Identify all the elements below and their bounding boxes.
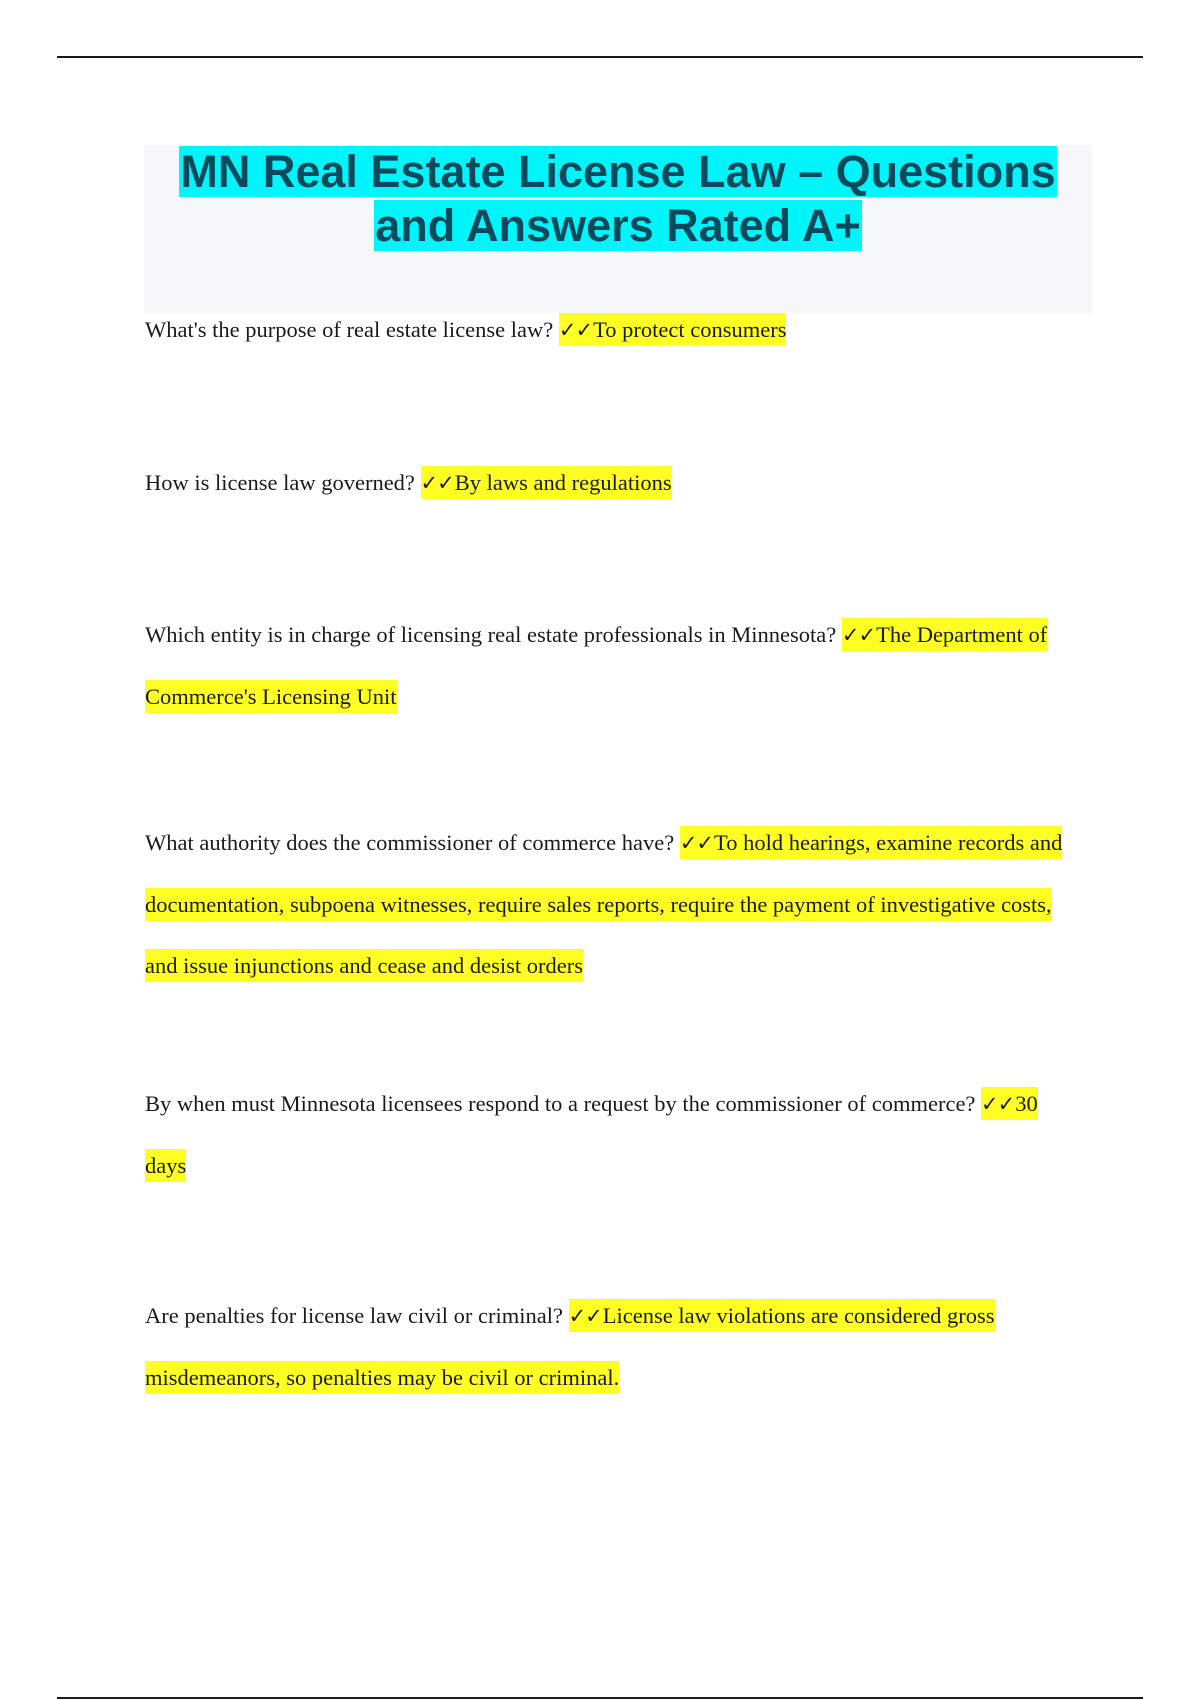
check-mark-icon: ✓✓ [679, 831, 714, 855]
qa-item-6 [145, 1285, 1080, 1408]
question-text: Which entity is in charge of licensing real estate professionals in Minnesota? [145, 622, 837, 647]
check-mark-icon: ✓✓ [568, 1304, 602, 1328]
check-mark-icon: ✓✓ [841, 623, 876, 647]
check-mark-icon: ✓✓ [981, 1092, 1015, 1116]
qa-item-5 [145, 1073, 1080, 1196]
question-text: What's the purpose of real estate license law? [145, 317, 554, 342]
answer-highlight [421, 466, 672, 499]
qa-item-4 [145, 812, 1080, 996]
answer-text: To hold hearings, examine records and documentation, subpoena witnesses, require sales reports, require the payment of investigative costs, and issue injunctions and cease and desist orders [145, 830, 1063, 978]
document-title [144, 145, 1092, 253]
answer-text: 30 days [145, 1091, 1038, 1178]
check-mark-icon: ✓✓ [420, 471, 454, 495]
check-mark-icon: ✓✓ [558, 318, 593, 342]
answer-text: By laws and regulations [454, 470, 672, 495]
answer-text: The Department of Commerce's Licensing Unit [145, 622, 1048, 709]
title-block [144, 145, 1092, 313]
bottom-rule [57, 1697, 1143, 1699]
question-text: Are penalties for license law civil or criminal? [145, 1303, 563, 1328]
question-text: How is license law governed? [145, 470, 415, 495]
answer-highlight [559, 313, 787, 346]
question-text: By when must Minnesota licensees respond to a request by the commissioner of commerce? [145, 1091, 976, 1116]
top-rule [57, 56, 1143, 58]
document-title-text: MN Real Estate License Law – Questions and Answers Rated A+ [180, 146, 1056, 251]
question-text: What authority does the commissioner of commerce have? [145, 830, 675, 855]
qa-item-2 [145, 452, 1080, 514]
qa-item-1 [145, 299, 1080, 361]
answer-text: To protect consumers [593, 317, 787, 342]
qa-item-3 [145, 604, 1080, 727]
answer-text: License law violations are considered gross misdemeanors, so penalties may be civil or criminal. [145, 1303, 995, 1390]
